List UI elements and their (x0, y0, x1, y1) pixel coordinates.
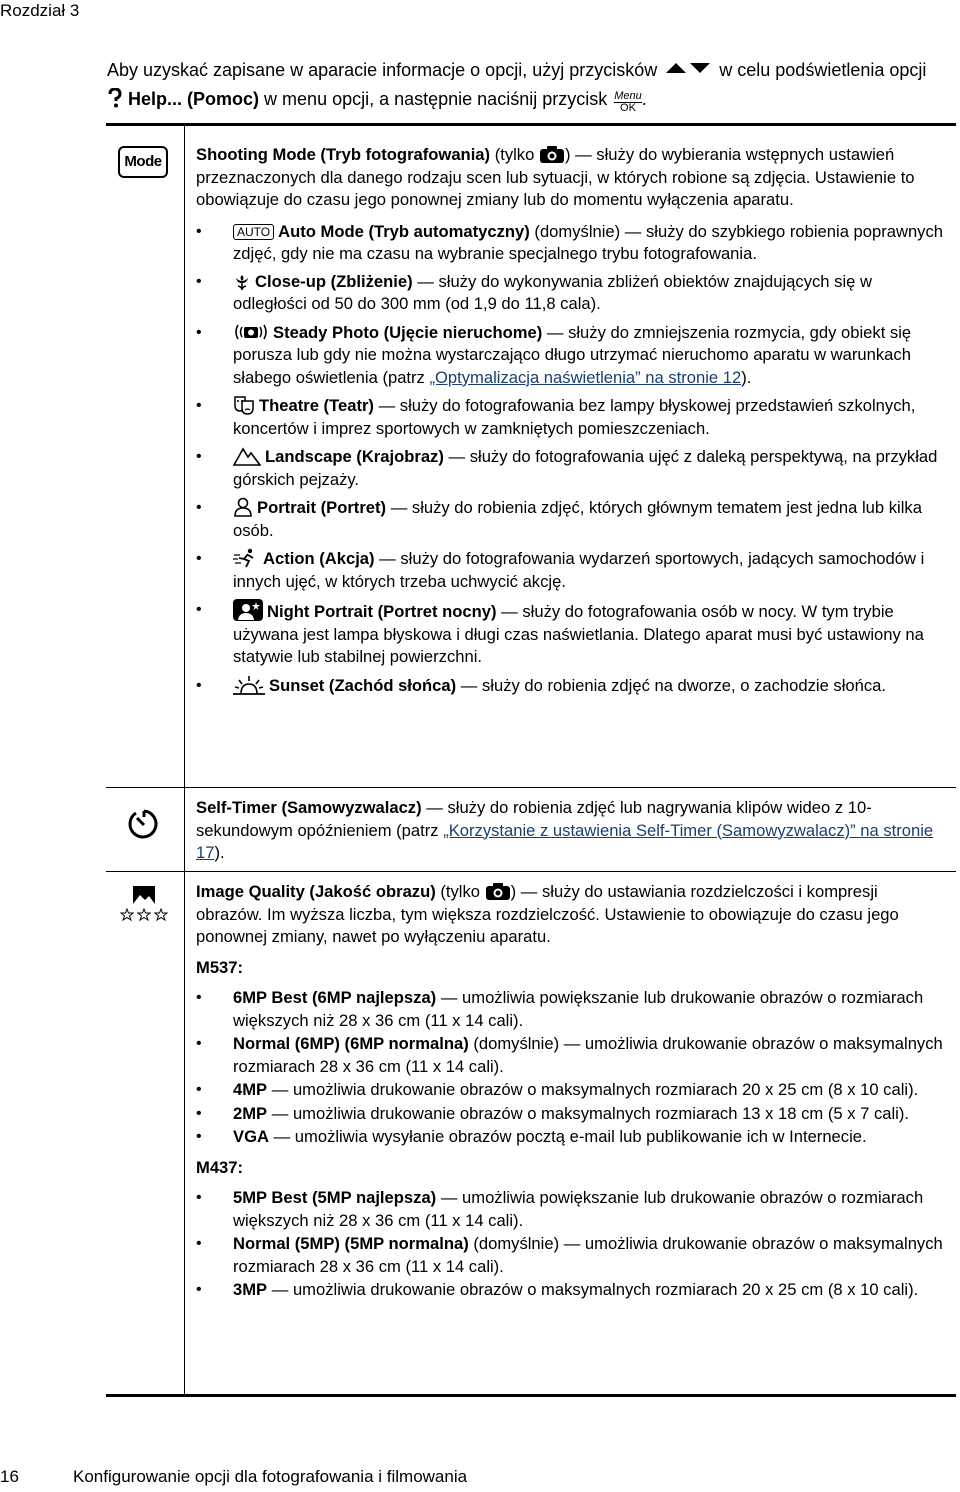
image-quality-row (196, 881, 946, 1302)
self-timer-link[interactable]: „Korzystanie z ustawienia Self-Timer (Samowyzwalacz)” na stronie 17 (196, 820, 934, 862)
scene-item-portrait (196, 497, 946, 542)
menu-ok-icon-bottom: OK (614, 102, 642, 114)
self-timer-row (196, 797, 946, 865)
table-bottom-rule (106, 1394, 956, 1397)
quality-item (196, 1103, 946, 1126)
self-timer-title: Self-Timer (Samowyzwalacz) (196, 798, 422, 817)
m437-quality-list (196, 1187, 946, 1302)
quality-item-title: 3MP (233, 1280, 268, 1299)
quality-item (196, 1279, 946, 1302)
camera-icon (539, 144, 565, 164)
quality-item (196, 1126, 946, 1149)
scene-mode-list (196, 221, 946, 698)
action-runner-icon (233, 548, 259, 568)
image-quality-desc-1: (tylko (435, 882, 481, 901)
model-label-m537: M537: (196, 957, 244, 977)
self-timer-text: — służy do robienia zdjęć lub nagrywania klipów wideo z 10-sekundowym opóźnieniem (patrz (196, 798, 872, 840)
menu-ok-icon-top: Menu (614, 90, 642, 102)
steady-text: — służy do zmniejszenia rozmycia, gdy obiekt się porusza lub gdy nie można wystarczająco długo utrzymać nieruchomo aparatu w warunkach słabego oświetlenia (patrz (233, 322, 912, 387)
intro-text-1: Aby uzyskać zapisane w aparacie informacje o opcji, użyj przycisków (107, 60, 658, 80)
quality-item-title: 2MP (233, 1103, 268, 1123)
action-text: — służy do fotografowania wydarzeń sportowych, jadących samochodów i innych ujęć, w których trzeba uchwycić akcję. (233, 549, 925, 591)
quality-item-text: — umożliwia wysyłanie obrazów pocztą e-mail lub publikowanie ich w Internecie. (268, 1127, 867, 1146)
quality-item-title: Normal (5MP) (5MP normalna) (233, 1234, 469, 1253)
intro-end: . (641, 89, 647, 109)
self-timer-after: ). (214, 843, 225, 862)
scene-item-steady (196, 322, 946, 390)
steady-link[interactable]: „Optymalizacja naświetlenia” na stronie 12 (429, 367, 742, 387)
auto-mode-text: (domyślnie) — służy do szybkiego robienia poprawnych zdjęć, gdy nie ma czasu na wybranie specjalnego trybu fotografowania. (233, 221, 944, 263)
up-down-arrows-icon (664, 61, 712, 75)
quality-item-text: — umożliwia drukowanie obrazów o maksymalnych rozmiarach 20 x 25 cm (8 x 10 cali). (267, 1080, 919, 1099)
auto-icon: AUTO (233, 224, 274, 240)
scene-item-auto (196, 221, 946, 266)
sunset-text: — służy do robienia zdjęć na dworze, o zachodzie słońca. (456, 675, 886, 695)
menu-ok-icon (614, 91, 642, 114)
quality-item-title: 6MP Best (6MP najlepsza) (233, 988, 437, 1007)
quality-item-title: Normal (6MP) (6MP normalna) (233, 1034, 469, 1053)
portrait-text: — służy do robienia zdjęć, których głównym tematem jest jedna lub kilka osób. (233, 498, 922, 540)
image-quality-desc-2: ) — służy do ustawiania rozdzielczości i kompresji obrazów. Im wyższa liczba, tym większa rozdzielczość. Ustawienie to obowiązuje do czasu jego ponownej zmiany, nawet po wyłączeniu aparatu. (196, 882, 899, 946)
action-title: Action (Akcja) (263, 549, 375, 568)
question-mark-icon (107, 88, 123, 108)
image-quality-desc (196, 881, 946, 949)
landscape-title: Landscape (Krajobraz) (265, 447, 444, 466)
page-number: 16 (0, 1467, 19, 1486)
chapter-header: Rozdział 3 (0, 1, 80, 20)
shooting-mode-row (196, 144, 946, 697)
scene-item-closeup (196, 271, 946, 316)
model-label-m437: M437: (196, 1157, 244, 1177)
theatre-title: Theatre (Teatr) (259, 396, 374, 415)
shooting-mode-desc-1: (tylko (494, 145, 535, 164)
steady-photo-icon (233, 322, 269, 342)
shooting-mode-title: Shooting Mode (Tryb fotografowania) (196, 145, 491, 164)
intro-text-3: w menu opcji, a następnie naciśnij przycisk (264, 89, 608, 109)
night-portrait-icon (233, 599, 263, 621)
closeup-title: Close-up (Zbliżenie) (255, 271, 413, 291)
self-timer-desc (196, 797, 946, 865)
scene-item-action (196, 548, 946, 593)
quality-item-text: (domyślnie) — umożliwia drukowanie obrazów o maksymalnych rozmiarach 28 x 36 cm (11 x 14 cali). (233, 1034, 943, 1076)
shooting-mode-desc-2: ) — służy do wybierania wstępnych ustawień przeznaczonych dla danego rodzaju scen lub sytuacji, w których robione są zdjęcia. Ustawienie to obowiązuje do czasu jego ponownej zmiany lub do momentu wyłączenia aparatu. (196, 145, 915, 209)
camera-icon (485, 881, 511, 901)
landscape-text: — służy do fotografowania ujęć z daleką perspektywą, na przykład górskich pejzaży. (233, 447, 938, 489)
portrait-title: Portrait (Portret) (257, 498, 387, 517)
quality-item-title: 5MP Best (5MP najlepsza) (233, 1188, 437, 1207)
quality-item-title: 4MP (233, 1080, 268, 1099)
auto-mode-title: Auto Mode (Tryb automatyczny) (278, 221, 530, 241)
closeup-text: — służy do wykonywania zbliżeń obiektów znajdujących się w odległości od 50 do 300 mm (od 1,9 do 11,8 cala). (233, 271, 872, 313)
help-label: Help... (Pomoc) (128, 89, 260, 109)
quality-item (196, 987, 946, 1032)
footer-title: Konfigurowanie opcji dla fotografowania i filmowania (73, 1467, 468, 1486)
quality-item (196, 1033, 946, 1078)
table-top-rule (106, 123, 956, 126)
steady-after: ). (741, 367, 752, 387)
scene-item-landscape (196, 446, 946, 491)
row-divider-2 (106, 871, 956, 872)
macro-flower-icon (233, 273, 251, 291)
self-timer-icon (127, 807, 161, 841)
steady-title: Steady Photo (Ujęcie nieruchome) (273, 322, 543, 342)
sunset-icon (233, 675, 265, 695)
scene-item-sunset (196, 675, 946, 698)
quality-item-text: — umożliwia powiększanie lub drukowanie obrazów o rozmiarach większych niż 28 x 36 cm (11 x 14 cali). (233, 988, 924, 1030)
image-quality-icon (120, 885, 168, 925)
sunset-title: Sunset (Zachód słońca) (269, 675, 457, 695)
theatre-text: — służy do fotografowania bez lampy błyskowej przedstawień szkolnych, koncertów i imprez sportowych w zamkniętych pomieszczeniach. (233, 396, 916, 438)
theatre-masks-icon (233, 395, 255, 415)
shooting-mode-desc (196, 144, 946, 212)
night-portrait-title: Night Portrait (Portret nocny) (267, 602, 497, 621)
scene-item-night-portrait (196, 599, 946, 669)
quality-item-title: VGA (233, 1127, 269, 1146)
intro-text-2: w celu podświetlenia opcji (719, 60, 927, 80)
night-portrait-text: — służy do fotografowania osób w nocy. W tym trybie używana jest lampa błyskowa i długi czas naświetlania. Dlatego aparat musi być ustawiony na statywie lub stabilnej powierzchni. (233, 602, 924, 666)
table-column-divider (184, 126, 185, 1396)
quality-item-text: — umożliwia drukowanie obrazów o maksymalnych rozmiarach 13 x 18 cm (5 x 7 cali). (267, 1103, 909, 1123)
portrait-person-icon (233, 497, 253, 517)
quality-item-text: — umożliwia powiększanie lub drukowanie obrazów o rozmiarach większych niż 28 x 36 cm (11 x 14 cali). (233, 1188, 924, 1230)
intro-paragraph (107, 56, 947, 114)
quality-item (196, 1079, 946, 1102)
quality-item-text: (domyślnie) — umożliwia drukowanie obrazów o maksymalnych rozmiarach 28 x 36 cm (11 x 14 cali). (233, 1234, 943, 1276)
m537-quality-list (196, 987, 946, 1149)
row-divider-1 (106, 787, 956, 788)
quality-item (196, 1233, 946, 1278)
quality-item (196, 1187, 946, 1232)
image-quality-title: Image Quality (Jakość obrazu) (196, 882, 436, 901)
mode-icon: Mode (118, 146, 168, 178)
scene-item-theatre (196, 395, 946, 440)
quality-item-text: — umożliwia drukowanie obrazów o maksymalnych rozmiarach 20 x 25 cm (8 x 10 cali). (267, 1280, 919, 1299)
landscape-mountain-icon (233, 446, 261, 466)
